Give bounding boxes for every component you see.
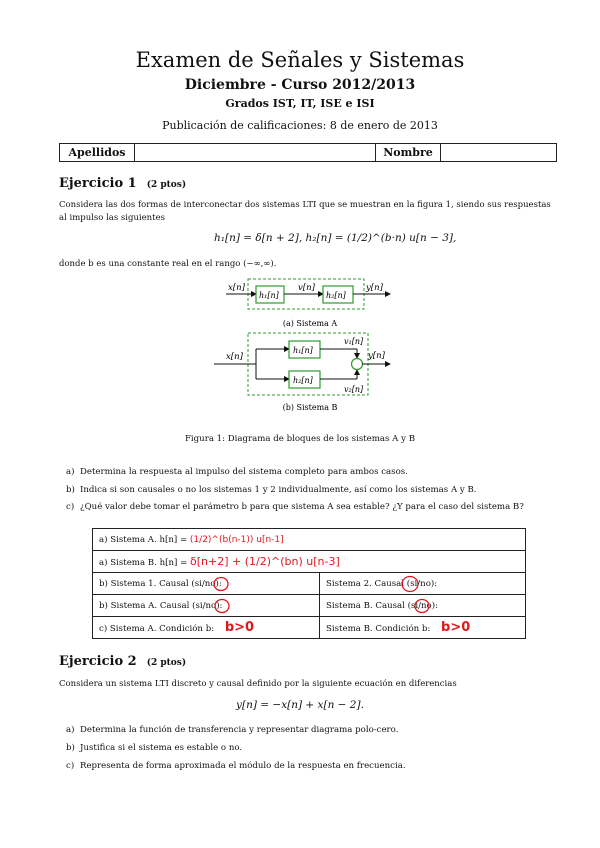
question-number: a) (66, 467, 75, 477)
system-b-v2-label: v₂[n] (344, 385, 364, 394)
answer-cell[interactable] (320, 573, 526, 595)
exercise-2-intro: Considera un sistema LTI discreto y causal definido por la siguiente ecuación en diferencias (59, 679, 457, 689)
answer-row-a (93, 529, 526, 551)
question-number: c) (66, 761, 75, 771)
system-b-h2-label: h₂[n] (293, 376, 313, 385)
answer-label: Sistema 2. Causal (si/no): (326, 578, 438, 589)
exercise-2-heading (59, 654, 186, 669)
name-label: Nombre (376, 144, 441, 162)
system-b-x-label: x[n] (226, 352, 243, 362)
name-table (59, 143, 557, 162)
question-text: ¿Qué valor debe tomar el parámetro b para que sistema A sea estable? ¿Y para el caso del sistema B? (80, 502, 524, 512)
answer-cell[interactable] (320, 617, 526, 639)
question-number: a) (66, 725, 75, 735)
system-a-h1-label: h₁[n] (259, 291, 279, 300)
handwritten-answer: δ[n+2] + (1/2)^(bn) u[n-3] (190, 555, 340, 568)
system-b-adder (352, 359, 363, 370)
exercise-1-question-b (66, 485, 477, 495)
system-a-caption: (a) Sistema A (282, 319, 338, 328)
system-a-x-label: x[n] (228, 283, 245, 293)
question-text: Representa de forma aproximada el módulo de la respuesta en frecuencia. (80, 761, 406, 771)
answer-cell[interactable] (320, 595, 526, 617)
answer-label: Sistema B. Causal (si/no): (326, 600, 438, 611)
system-b-caption: (b) Sistema B (282, 403, 338, 412)
exercise-1-intro-1: Considera las dos formas de interconectar dos sistemas LTI que se muestran en la figura 1, siendo sus respuestas (59, 200, 551, 210)
question-number: b) (66, 743, 75, 753)
answer-cell[interactable] (93, 595, 320, 617)
exam-title: Examen de Señales y Sistemas (135, 48, 465, 72)
question-text: Indica si son causales o no los sistemas 1 y 2 individualmente, así como los sistemas A y B. (80, 485, 477, 495)
circled-si-mark (401, 575, 419, 593)
exercise-1-heading (59, 176, 186, 191)
surname-field[interactable] (135, 144, 376, 162)
system-a-diagram (226, 279, 390, 328)
system-b-h1-label: h₁[n] (293, 346, 313, 355)
exercise-2-title: Ejercicio 2 (59, 654, 137, 669)
exercise-2-question-b (66, 743, 242, 753)
answer-row-e (93, 617, 526, 639)
circled-no-mark (214, 598, 230, 614)
exercise-1-question-c (66, 502, 524, 512)
question-number: b) (66, 485, 75, 495)
answer-label: b) Sistema A. Causal (si/no): (99, 600, 223, 611)
exercise-1-domain: donde b es una constante real en el rango (−∞,∞). (59, 259, 277, 269)
exercise-1-question-a (66, 467, 408, 477)
answer-cell[interactable] (93, 551, 526, 573)
exam-grades: Grados IST, IT, ISE e ISI (225, 97, 375, 110)
question-text: Determina la respuesta al impulso del sistema completo para ambos casos. (80, 467, 408, 477)
system-b-y-label: y[n] (368, 351, 385, 361)
publication-date: Publicación de calificaciones: 8 de enero de 2013 (162, 119, 438, 132)
handwritten-answer: (1/2)^(b(n-1)) u[n-1] (189, 534, 284, 545)
exercise-2-question-c (66, 761, 406, 771)
exercise-2-formula: y[n] = −x[n] + x[n − 2]. (236, 699, 364, 711)
exercise-2-question-a (66, 725, 398, 735)
exercise-1-formula: h₁[n] = δ[n + 2], h₂[n] = (1/2)^(b·n) u[n − 3], (214, 232, 457, 244)
circled-no-mark (213, 576, 229, 592)
answer-label: Sistema B. Condición b: (326, 624, 431, 634)
surname-label: Apellidos (60, 144, 135, 162)
circled-no-mark (414, 598, 430, 614)
answer-row-c (93, 573, 526, 595)
system-b-diagram (214, 333, 390, 412)
name-field[interactable] (441, 144, 557, 162)
figure-1-caption: Figura 1: Diagrama de bloques de los sistemas A y B (184, 434, 416, 444)
exercise-1-intro-2: al impulso las siguientes (59, 213, 165, 223)
question-text: Determina la función de transferencia y representar diagrama polo-cero. (80, 725, 399, 735)
exercise-2-points: (2 ptos) (146, 658, 187, 668)
question-text: Justifica si el sistema es estable o no. (80, 743, 243, 753)
answer-label: a) Sistema B. h[n] = (99, 558, 188, 568)
answer-cell[interactable] (93, 529, 526, 551)
answer-cell[interactable] (93, 573, 320, 595)
handwritten-answer: b>0 (224, 620, 255, 635)
answer-cell[interactable] (93, 617, 320, 639)
system-a-h2-label: h₂[n] (326, 291, 346, 300)
exercise-1-title: Ejercicio 1 (59, 176, 137, 191)
question-number: c) (66, 502, 75, 512)
answer-row-b (93, 551, 526, 573)
exercise-1-points: (2 ptos) (146, 180, 187, 190)
answer-label: c) Sistema A. Condición b: (99, 624, 215, 634)
handwritten-answer: b>0 (441, 620, 471, 635)
exam-subtitle: Diciembre - Curso 2012/2013 (184, 77, 416, 93)
block-diagram-figure (0, 272, 600, 420)
system-a-y-label: y[n] (366, 283, 383, 293)
system-a-v-label: v[n] (298, 283, 315, 293)
answer-label: a) Sistema A. h[n] = (99, 534, 188, 545)
answer-table (92, 528, 526, 639)
answer-label: b) Sistema 1. Causal (si/no): (99, 578, 222, 589)
answer-row-d (93, 595, 526, 617)
system-b-v1-label: v₁[n] (344, 337, 364, 346)
